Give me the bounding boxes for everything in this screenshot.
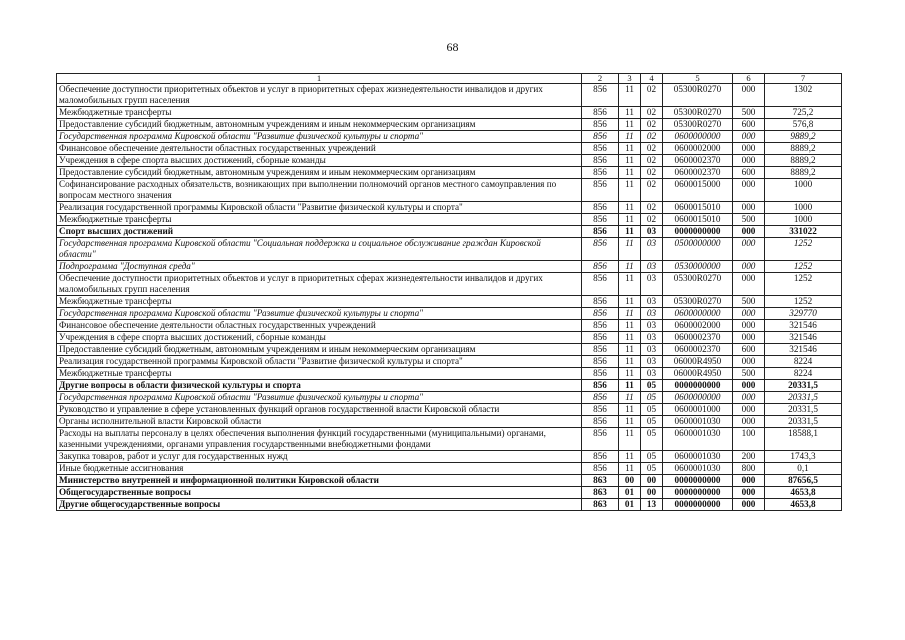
row-amount-cell: 8224 bbox=[765, 368, 842, 380]
row-target-item-cell: 0600001030 bbox=[663, 428, 733, 451]
row-subsection-cell: 02 bbox=[641, 107, 663, 119]
row-section-cell: 11 bbox=[619, 202, 641, 214]
row-name-cell: Межбюджетные трансферты bbox=[57, 107, 582, 119]
row-expense-type-cell: 000 bbox=[733, 380, 765, 392]
row-ved-cell: 856 bbox=[582, 428, 619, 451]
column-header: 5 bbox=[663, 74, 733, 84]
row-section-cell: 11 bbox=[619, 416, 641, 428]
row-expense-type-cell: 600 bbox=[733, 167, 765, 179]
row-ved-cell: 856 bbox=[582, 296, 619, 308]
row-section-cell: 11 bbox=[619, 380, 641, 392]
row-ved-cell: 856 bbox=[582, 320, 619, 332]
row-ved-cell: 856 bbox=[582, 380, 619, 392]
row-amount-cell: 331022 bbox=[765, 226, 842, 238]
row-section-cell: 11 bbox=[619, 296, 641, 308]
row-name-cell: Спорт высших достижений bbox=[57, 226, 582, 238]
row-subsection-cell: 03 bbox=[641, 308, 663, 320]
row-name-cell: Другие вопросы в области физической культуры и спорта bbox=[57, 380, 582, 392]
row-amount-cell: 20331,5 bbox=[765, 404, 842, 416]
row-target-item-cell: 05300R0270 bbox=[663, 119, 733, 131]
table-row bbox=[57, 84, 842, 107]
row-target-item-cell: 0600001030 bbox=[663, 463, 733, 475]
row-subsection-cell: 03 bbox=[641, 261, 663, 273]
row-subsection-cell: 03 bbox=[641, 320, 663, 332]
row-expense-type-cell: 000 bbox=[733, 356, 765, 368]
row-section-cell: 00 bbox=[619, 475, 641, 487]
row-name-cell: Межбюджетные трансферты bbox=[57, 368, 582, 380]
table-row bbox=[57, 107, 842, 119]
row-expense-type-cell: 000 bbox=[733, 84, 765, 107]
table-row bbox=[57, 320, 842, 332]
row-expense-type-cell: 500 bbox=[733, 368, 765, 380]
row-ved-cell: 856 bbox=[582, 131, 619, 143]
row-target-item-cell: 0600001000 bbox=[663, 404, 733, 416]
row-amount-cell: 1302 bbox=[765, 84, 842, 107]
row-expense-type-cell: 000 bbox=[733, 332, 765, 344]
row-amount-cell: 0,1 bbox=[765, 463, 842, 475]
row-section-cell: 11 bbox=[619, 344, 641, 356]
row-ved-cell: 856 bbox=[582, 107, 619, 119]
row-ved-cell: 856 bbox=[582, 238, 619, 261]
row-name-cell: Подпрограмма "Доступная среда" bbox=[57, 261, 582, 273]
row-target-item-cell: 0600002370 bbox=[663, 167, 733, 179]
column-header: 3 bbox=[619, 74, 641, 84]
row-expense-type-cell: 000 bbox=[733, 238, 765, 261]
row-name-cell: Расходы на выплаты персоналу в целях обеспечения выполнения функций государственными (муниципальными) органами, казенными учреждениями, органами управления государственными внебюджетными фондами bbox=[57, 428, 582, 451]
row-expense-type-cell: 000 bbox=[733, 404, 765, 416]
row-amount-cell: 9889,2 bbox=[765, 131, 842, 143]
row-target-item-cell: 05300R0270 bbox=[663, 107, 733, 119]
row-section-cell: 11 bbox=[619, 463, 641, 475]
row-ved-cell: 856 bbox=[582, 332, 619, 344]
row-amount-cell: 20331,5 bbox=[765, 380, 842, 392]
row-amount-cell: 1000 bbox=[765, 202, 842, 214]
row-subsection-cell: 03 bbox=[641, 368, 663, 380]
table-row bbox=[57, 179, 842, 202]
row-subsection-cell: 02 bbox=[641, 214, 663, 226]
row-amount-cell: 8889,2 bbox=[765, 155, 842, 167]
row-ved-cell: 856 bbox=[582, 226, 619, 238]
row-name-cell: Предоставление субсидий бюджетным, автономным учреждениям и иным некоммерческим организациям bbox=[57, 119, 582, 131]
column-header: 2 bbox=[582, 74, 619, 84]
row-subsection-cell: 13 bbox=[641, 499, 663, 511]
row-amount-cell: 1252 bbox=[765, 273, 842, 296]
row-amount-cell: 87656,5 bbox=[765, 475, 842, 487]
row-ved-cell: 856 bbox=[582, 143, 619, 155]
row-subsection-cell: 05 bbox=[641, 428, 663, 451]
row-ved-cell: 856 bbox=[582, 451, 619, 463]
row-expense-type-cell: 600 bbox=[733, 119, 765, 131]
row-subsection-cell: 03 bbox=[641, 344, 663, 356]
row-section-cell: 11 bbox=[619, 179, 641, 202]
table-row bbox=[57, 392, 842, 404]
table-row bbox=[57, 226, 842, 238]
row-expense-type-cell: 000 bbox=[733, 308, 765, 320]
row-target-item-cell: 0600002000 bbox=[663, 143, 733, 155]
row-expense-type-cell: 000 bbox=[733, 475, 765, 487]
row-expense-type-cell: 000 bbox=[733, 179, 765, 202]
row-ved-cell: 856 bbox=[582, 463, 619, 475]
row-subsection-cell: 02 bbox=[641, 119, 663, 131]
row-target-item-cell: 0600015000 bbox=[663, 179, 733, 202]
row-subsection-cell: 02 bbox=[641, 84, 663, 107]
page-number: 68 bbox=[446, 40, 459, 54]
row-subsection-cell: 02 bbox=[641, 179, 663, 202]
table-row bbox=[57, 475, 842, 487]
row-ved-cell: 856 bbox=[582, 202, 619, 214]
row-ved-cell: 863 bbox=[582, 499, 619, 511]
row-name-cell: Органы исполнительной власти Кировской области bbox=[57, 416, 582, 428]
row-amount-cell: 1252 bbox=[765, 238, 842, 261]
row-target-item-cell: 0500000000 bbox=[663, 238, 733, 261]
row-name-cell: Обеспечение доступности приоритетных объектов и услуг в приоритетных сферах жизнедеятельности инвалидов и других маломобильных групп населения bbox=[57, 273, 582, 296]
row-name-cell: Учреждения в сфере спорта высших достижений, сборные команды bbox=[57, 155, 582, 167]
row-expense-type-cell: 000 bbox=[733, 131, 765, 143]
row-subsection-cell: 03 bbox=[641, 238, 663, 261]
table-row bbox=[57, 332, 842, 344]
column-header: 4 bbox=[641, 74, 663, 84]
row-ved-cell: 856 bbox=[582, 214, 619, 226]
row-amount-cell: 18588,1 bbox=[765, 428, 842, 451]
row-subsection-cell: 05 bbox=[641, 392, 663, 404]
row-expense-type-cell: 600 bbox=[733, 344, 765, 356]
row-expense-type-cell: 000 bbox=[733, 392, 765, 404]
row-name-cell: Государственная программа Кировской области "Развитие физической культуры и спорта" bbox=[57, 131, 582, 143]
table-row bbox=[57, 296, 842, 308]
row-expense-type-cell: 000 bbox=[733, 202, 765, 214]
row-section-cell: 11 bbox=[619, 155, 641, 167]
row-section-cell: 11 bbox=[619, 332, 641, 344]
row-subsection-cell: 03 bbox=[641, 296, 663, 308]
row-name-cell: Предоставление субсидий бюджетным, автономным учреждениям и иным некоммерческим организациям bbox=[57, 167, 582, 179]
row-section-cell: 11 bbox=[619, 392, 641, 404]
row-ved-cell: 856 bbox=[582, 356, 619, 368]
row-ved-cell: 856 bbox=[582, 84, 619, 107]
row-subsection-cell: 05 bbox=[641, 380, 663, 392]
row-amount-cell: 321546 bbox=[765, 332, 842, 344]
table-row bbox=[57, 202, 842, 214]
row-target-item-cell: 0600002370 bbox=[663, 155, 733, 167]
row-name-cell: Софинансирование расходных обязательств, возникающих при выполнении полномочий органов местного самоуправления по вопросам местного значения bbox=[57, 179, 582, 202]
row-section-cell: 11 bbox=[619, 84, 641, 107]
row-ved-cell: 856 bbox=[582, 179, 619, 202]
row-expense-type-cell: 000 bbox=[733, 416, 765, 428]
row-target-item-cell: 05300R0270 bbox=[663, 296, 733, 308]
row-subsection-cell: 03 bbox=[641, 226, 663, 238]
row-subsection-cell: 05 bbox=[641, 416, 663, 428]
row-amount-cell: 20331,5 bbox=[765, 392, 842, 404]
row-expense-type-cell: 000 bbox=[733, 226, 765, 238]
row-amount-cell: 725,2 bbox=[765, 107, 842, 119]
row-name-cell: Руководство и управление в сфере установленных функций органов государственной власти Кировской области bbox=[57, 404, 582, 416]
row-target-item-cell: 0600000000 bbox=[663, 131, 733, 143]
row-name-cell: Государственная программа Кировской области "Развитие физической культуры и спорта" bbox=[57, 308, 582, 320]
row-target-item-cell: 0000000000 bbox=[663, 499, 733, 511]
row-subsection-cell: 00 bbox=[641, 475, 663, 487]
row-subsection-cell: 02 bbox=[641, 143, 663, 155]
table-row bbox=[57, 344, 842, 356]
row-amount-cell: 4653,8 bbox=[765, 499, 842, 511]
row-target-item-cell: 0600002370 bbox=[663, 344, 733, 356]
row-subsection-cell: 02 bbox=[641, 167, 663, 179]
table-row bbox=[57, 308, 842, 320]
row-section-cell: 11 bbox=[619, 356, 641, 368]
table-row bbox=[57, 451, 842, 463]
row-section-cell: 11 bbox=[619, 167, 641, 179]
table-row bbox=[57, 273, 842, 296]
row-ved-cell: 856 bbox=[582, 167, 619, 179]
row-subsection-cell: 03 bbox=[641, 332, 663, 344]
table-row bbox=[57, 143, 842, 155]
row-name-cell: Межбюджетные трансферты bbox=[57, 296, 582, 308]
row-section-cell: 01 bbox=[619, 487, 641, 499]
row-ved-cell: 856 bbox=[582, 273, 619, 296]
row-amount-cell: 321546 bbox=[765, 320, 842, 332]
row-amount-cell: 1000 bbox=[765, 214, 842, 226]
row-subsection-cell: 05 bbox=[641, 463, 663, 475]
row-amount-cell: 1252 bbox=[765, 296, 842, 308]
row-target-item-cell: 05300R0270 bbox=[663, 84, 733, 107]
table-row bbox=[57, 214, 842, 226]
row-ved-cell: 856 bbox=[582, 344, 619, 356]
row-section-cell: 11 bbox=[619, 451, 641, 463]
row-expense-type-cell: 000 bbox=[733, 273, 765, 296]
row-section-cell: 11 bbox=[619, 428, 641, 451]
row-name-cell: Государственная программа Кировской области "Социальная поддержка и социальное обслуживание граждан Кировской области" bbox=[57, 238, 582, 261]
table-row bbox=[57, 380, 842, 392]
row-name-cell: Закупка товаров, работ и услуг для государственных нужд bbox=[57, 451, 582, 463]
row-amount-cell: 321546 bbox=[765, 344, 842, 356]
row-subsection-cell: 03 bbox=[641, 273, 663, 296]
row-expense-type-cell: 000 bbox=[733, 155, 765, 167]
row-amount-cell: 20331,5 bbox=[765, 416, 842, 428]
table-row bbox=[57, 356, 842, 368]
row-expense-type-cell: 000 bbox=[733, 143, 765, 155]
row-section-cell: 11 bbox=[619, 119, 641, 131]
row-name-cell: Реализация государственной программы Кировской области "Развитие физической культуры и спорта" bbox=[57, 202, 582, 214]
row-subsection-cell: 03 bbox=[641, 356, 663, 368]
row-section-cell: 11 bbox=[619, 308, 641, 320]
table-row bbox=[57, 428, 842, 451]
row-name-cell: Межбюджетные трансферты bbox=[57, 214, 582, 226]
row-subsection-cell: 02 bbox=[641, 155, 663, 167]
row-ved-cell: 863 bbox=[582, 487, 619, 499]
row-section-cell: 11 bbox=[619, 131, 641, 143]
row-name-cell: Реализация государственной программы Кировской области "Развитие физической культуры и спорта" bbox=[57, 356, 582, 368]
row-section-cell: 11 bbox=[619, 143, 641, 155]
column-header: 7 bbox=[765, 74, 842, 84]
row-target-item-cell: 0000000000 bbox=[663, 487, 733, 499]
row-section-cell: 11 bbox=[619, 261, 641, 273]
row-name-cell: Предоставление субсидий бюджетным, автономным учреждениям и иным некоммерческим организациям bbox=[57, 344, 582, 356]
row-expense-type-cell: 500 bbox=[733, 107, 765, 119]
row-ved-cell: 856 bbox=[582, 416, 619, 428]
row-ved-cell: 856 bbox=[582, 119, 619, 131]
row-ved-cell: 856 bbox=[582, 155, 619, 167]
table-row bbox=[57, 119, 842, 131]
row-target-item-cell: 0000000000 bbox=[663, 475, 733, 487]
row-amount-cell: 8889,2 bbox=[765, 143, 842, 155]
row-name-cell: Учреждения в сфере спорта высших достижений, сборные команды bbox=[57, 332, 582, 344]
row-target-item-cell: 0600001030 bbox=[663, 451, 733, 463]
row-name-cell: Другие общегосударственные вопросы bbox=[57, 499, 582, 511]
row-subsection-cell: 05 bbox=[641, 404, 663, 416]
row-target-item-cell: 0600015010 bbox=[663, 202, 733, 214]
table-row bbox=[57, 131, 842, 143]
row-subsection-cell: 02 bbox=[641, 131, 663, 143]
table-row bbox=[57, 499, 842, 511]
row-target-item-cell: 0000000000 bbox=[663, 380, 733, 392]
row-expense-type-cell: 000 bbox=[733, 320, 765, 332]
row-target-item-cell: 06000R4950 bbox=[663, 368, 733, 380]
row-expense-type-cell: 000 bbox=[733, 499, 765, 511]
row-ved-cell: 856 bbox=[582, 404, 619, 416]
row-expense-type-cell: 000 bbox=[733, 261, 765, 273]
row-section-cell: 11 bbox=[619, 214, 641, 226]
table-row bbox=[57, 167, 842, 179]
table-row bbox=[57, 463, 842, 475]
table-row bbox=[57, 261, 842, 273]
table-row bbox=[57, 487, 842, 499]
row-ved-cell: 856 bbox=[582, 368, 619, 380]
row-name-cell: Государственная программа Кировской области "Развитие физической культуры и спорта" bbox=[57, 392, 582, 404]
row-section-cell: 11 bbox=[619, 238, 641, 261]
table-row bbox=[57, 238, 842, 261]
row-name-cell: Иные бюджетные ассигнования bbox=[57, 463, 582, 475]
column-header: 6 bbox=[733, 74, 765, 84]
row-target-item-cell: 06000R4950 bbox=[663, 356, 733, 368]
row-target-item-cell: 0600000000 bbox=[663, 392, 733, 404]
row-subsection-cell: 00 bbox=[641, 487, 663, 499]
row-amount-cell: 1252 bbox=[765, 261, 842, 273]
row-section-cell: 11 bbox=[619, 404, 641, 416]
row-expense-type-cell: 800 bbox=[733, 463, 765, 475]
table-row bbox=[57, 416, 842, 428]
row-amount-cell: 8889,2 bbox=[765, 167, 842, 179]
column-header: 1 bbox=[57, 74, 582, 84]
row-section-cell: 11 bbox=[619, 368, 641, 380]
row-section-cell: 11 bbox=[619, 320, 641, 332]
row-expense-type-cell: 500 bbox=[733, 214, 765, 226]
row-ved-cell: 856 bbox=[582, 392, 619, 404]
row-target-item-cell: 0600000000 bbox=[663, 308, 733, 320]
table-row bbox=[57, 368, 842, 380]
row-name-cell: Финансовое обеспечение деятельности областных государственных учреждений bbox=[57, 143, 582, 155]
row-expense-type-cell: 000 bbox=[733, 487, 765, 499]
table-header-row bbox=[57, 74, 842, 84]
row-amount-cell: 576,8 bbox=[765, 119, 842, 131]
row-subsection-cell: 05 bbox=[641, 451, 663, 463]
row-target-item-cell: 0600002370 bbox=[663, 332, 733, 344]
row-ved-cell: 863 bbox=[582, 475, 619, 487]
row-amount-cell: 329770 bbox=[765, 308, 842, 320]
row-target-item-cell: 0530000000 bbox=[663, 261, 733, 273]
row-section-cell: 11 bbox=[619, 107, 641, 119]
row-target-item-cell: 0600002000 bbox=[663, 320, 733, 332]
row-expense-type-cell: 500 bbox=[733, 296, 765, 308]
row-name-cell: Обеспечение доступности приоритетных объектов и услуг в приоритетных сферах жизнедеятельности инвалидов и других маломобильных групп населения bbox=[57, 84, 582, 107]
row-section-cell: 11 bbox=[619, 226, 641, 238]
row-amount-cell: 4653,8 bbox=[765, 487, 842, 499]
row-expense-type-cell: 200 bbox=[733, 451, 765, 463]
budget-table bbox=[56, 73, 842, 511]
row-name-cell: Министерство внутренней и информационной политики Кировской области bbox=[57, 475, 582, 487]
row-target-item-cell: 0000000000 bbox=[663, 226, 733, 238]
row-target-item-cell: 05300R0270 bbox=[663, 273, 733, 296]
row-subsection-cell: 02 bbox=[641, 202, 663, 214]
row-expense-type-cell: 100 bbox=[733, 428, 765, 451]
row-amount-cell: 1743,3 bbox=[765, 451, 842, 463]
row-amount-cell: 1000 bbox=[765, 179, 842, 202]
row-section-cell: 01 bbox=[619, 499, 641, 511]
row-amount-cell: 8224 bbox=[765, 356, 842, 368]
table-row bbox=[57, 155, 842, 167]
row-section-cell: 11 bbox=[619, 273, 641, 296]
row-name-cell: Финансовое обеспечение деятельности областных государственных учреждений bbox=[57, 320, 582, 332]
table-row bbox=[57, 404, 842, 416]
row-name-cell: Общегосударственные вопросы bbox=[57, 487, 582, 499]
row-ved-cell: 856 bbox=[582, 261, 619, 273]
row-ved-cell: 856 bbox=[582, 308, 619, 320]
row-target-item-cell: 0600015010 bbox=[663, 214, 733, 226]
row-target-item-cell: 0600001030 bbox=[663, 416, 733, 428]
